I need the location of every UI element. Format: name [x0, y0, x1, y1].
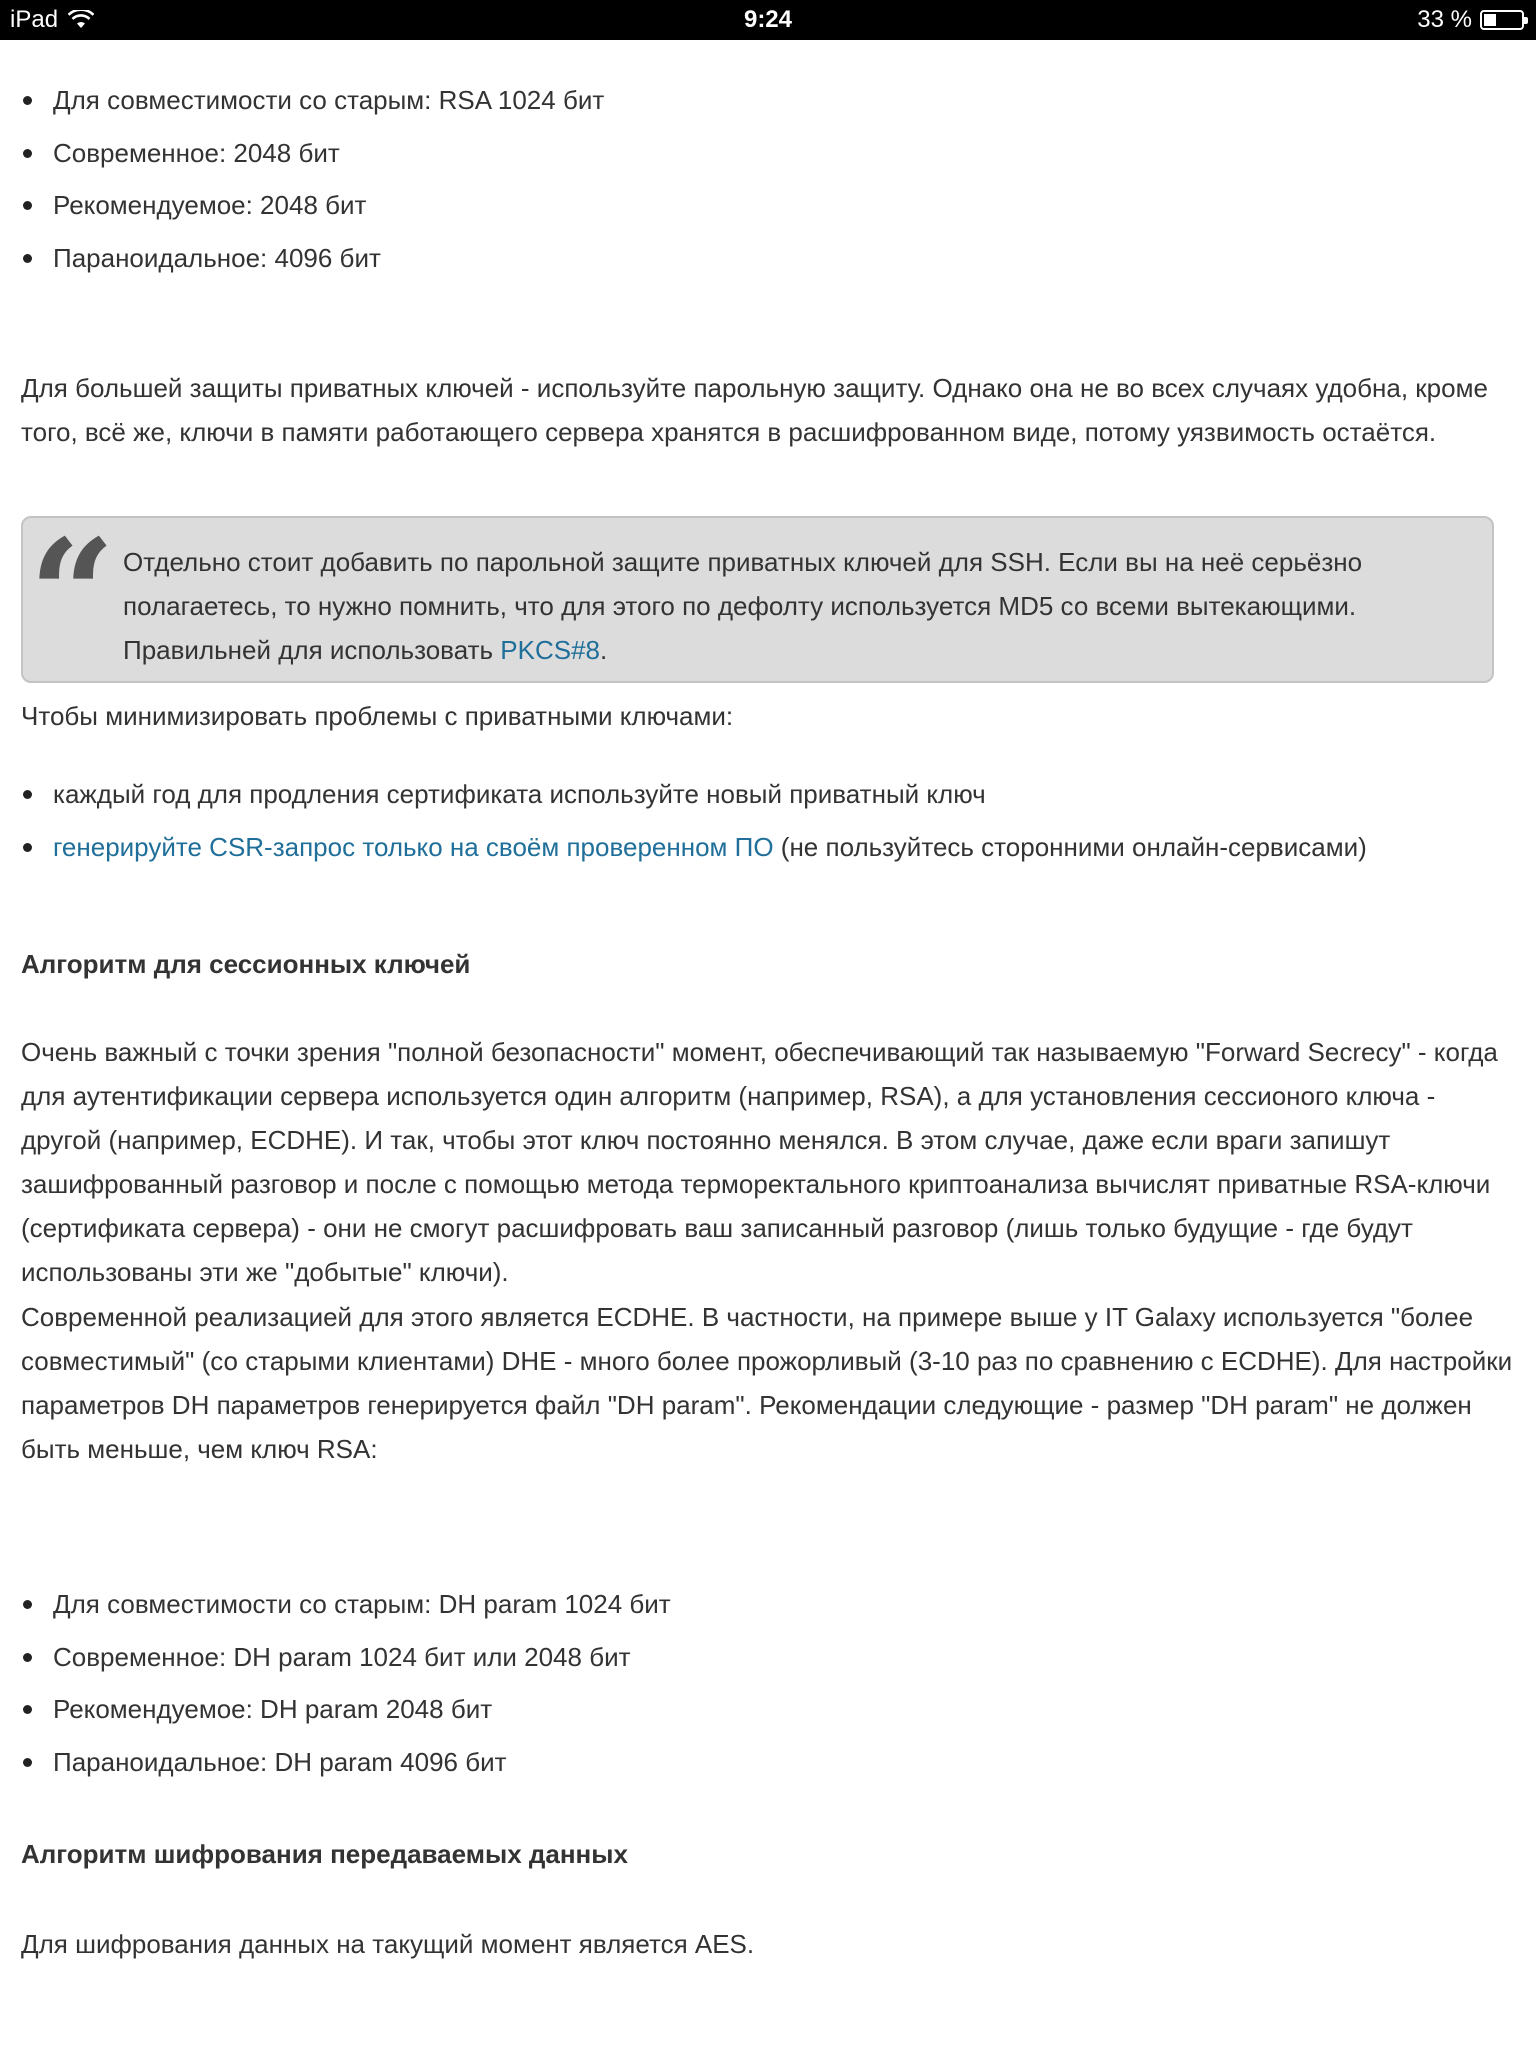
quote-text [123, 540, 1462, 672]
list-item [21, 1689, 1501, 1742]
paragraph: Для шифрования данных на такущий момент является AES. [21, 1929, 755, 1959]
list-item [21, 774, 1515, 827]
list-item [21, 1584, 1501, 1637]
status-right [1417, 6, 1524, 34]
quote-body: Отдельно стоит добавить по парольной защите приватных ключей для SSH. Если вы на неё серьёзно полагаетесь, то нужно помнить, что для этого по дефолту используется MD5 со всеми вытекающими. Правильней для использовать [123, 547, 1363, 665]
list-item-text: Современное: 2048 бит [53, 137, 340, 168]
list-item [21, 133, 1501, 186]
blockquote [21, 507, 1494, 683]
list-item-text: (не пользуйтесь сторонними онлайн-сервисами) [773, 831, 1367, 862]
bullet-icon [23, 96, 32, 105]
section-heading: Алгоритм для сессионных ключей [21, 949, 471, 979]
dh-param-list [21, 1584, 1501, 1794]
paragraph: Очень важный с точки зрения "полной безопасности" момент, обеспечивающий так называемую "Forward Secrecy" - когда для аутентификации сервера используется один алгоритм (например, RSA), а для установления сессионого ключа - другой (например, ECDHE). И так, чтобы этот ключ постоянно менялся. В этом случае, даже если враги запишут зашифрованный разговор и после с помощью метода терморектального криптоанализа вычислят приватные RSA-ключи (сертификата сервера) - они не смогут расшифровать ваш записанный разговор (лишь только будущие - где будут использованы эти же "добытые" ключи). [21, 1037, 1498, 1287]
list-item-text: Параноидальное: 4096 бит [53, 242, 381, 273]
list-item [21, 1637, 1501, 1690]
bullet-icon [23, 1758, 32, 1767]
csr-link[interactable]: генерируйте CSR-запрос только на своём проверенном ПО [53, 831, 774, 862]
battery-percent: 33 % [1417, 6, 1472, 33]
private-key-tips-list [21, 774, 1515, 879]
bullet-icon [23, 1653, 32, 1662]
bullet-icon [23, 201, 32, 210]
device-name: iPad [10, 6, 59, 33]
bullet-icon [23, 254, 32, 263]
bullet-icon [23, 790, 32, 799]
bullet-icon [23, 1705, 32, 1714]
bullet-icon [23, 843, 32, 852]
status-time: 9:24 [743, 6, 793, 33]
paragraph: Чтобы минимизировать проблемы с приватными ключами: [21, 701, 734, 731]
list-item-text: каждый год для продления сертификата используйте новый приватный ключ [53, 779, 986, 809]
battery-level [1484, 14, 1496, 26]
battery-icon [1480, 10, 1524, 30]
bullet-icon [23, 149, 32, 158]
rsa-key-size-list [21, 80, 1501, 290]
list-item [21, 80, 1501, 133]
quote-icon: “ [29, 507, 116, 683]
list-item [21, 1742, 1501, 1795]
list-item-text: Для совместимости со старым: DH param 1024 бит [53, 1589, 671, 1619]
quote-end: . [600, 635, 608, 665]
list-item [21, 238, 1501, 291]
status-bar [0, 0, 1536, 40]
paragraph: Современной реализацией для этого является ECDHE. В частности, на примере выше у IT Galaxy используется "более совместимый" (со старыми клиентами) DHE - много более прожорливый (3-10 раз по сравнению с ECDHE). Для настройки параметров DH параметров генерируется файл "DH param". Рекомендации следующие - размер "DH param" не должен быть меньше, чем ключ RSA: [21, 1302, 1513, 1464]
list-item-text: Современное: DH param 1024 бит или 2048 бит [53, 1641, 631, 1672]
list-item [21, 185, 1501, 238]
list-item-text: Для совместимости со старым: RSA 1024 бит [53, 85, 605, 115]
pkcs8-link[interactable]: PKCS#8 [500, 635, 600, 665]
bullet-icon [23, 1600, 32, 1609]
list-item-text: Рекомендуемое: 2048 бит [53, 190, 367, 220]
section-heading: Алгоритм шифрования передаваемых данных [21, 1839, 628, 1869]
list-item-text: Параноидальное: DH param 4096 бит [53, 1746, 507, 1777]
list-item-text: Рекомендуемое: DH param 2048 бит [53, 1694, 493, 1724]
paragraph: Для большей защиты приватных ключей - используйте парольную защиту. Однако она не во всех случаях удобна, кроме того, всё же, ключи в памяти работающего сервера хранятся в расшифрованном виде, потому уязвимость остаётся. [21, 373, 1488, 447]
list-item [21, 827, 1515, 880]
